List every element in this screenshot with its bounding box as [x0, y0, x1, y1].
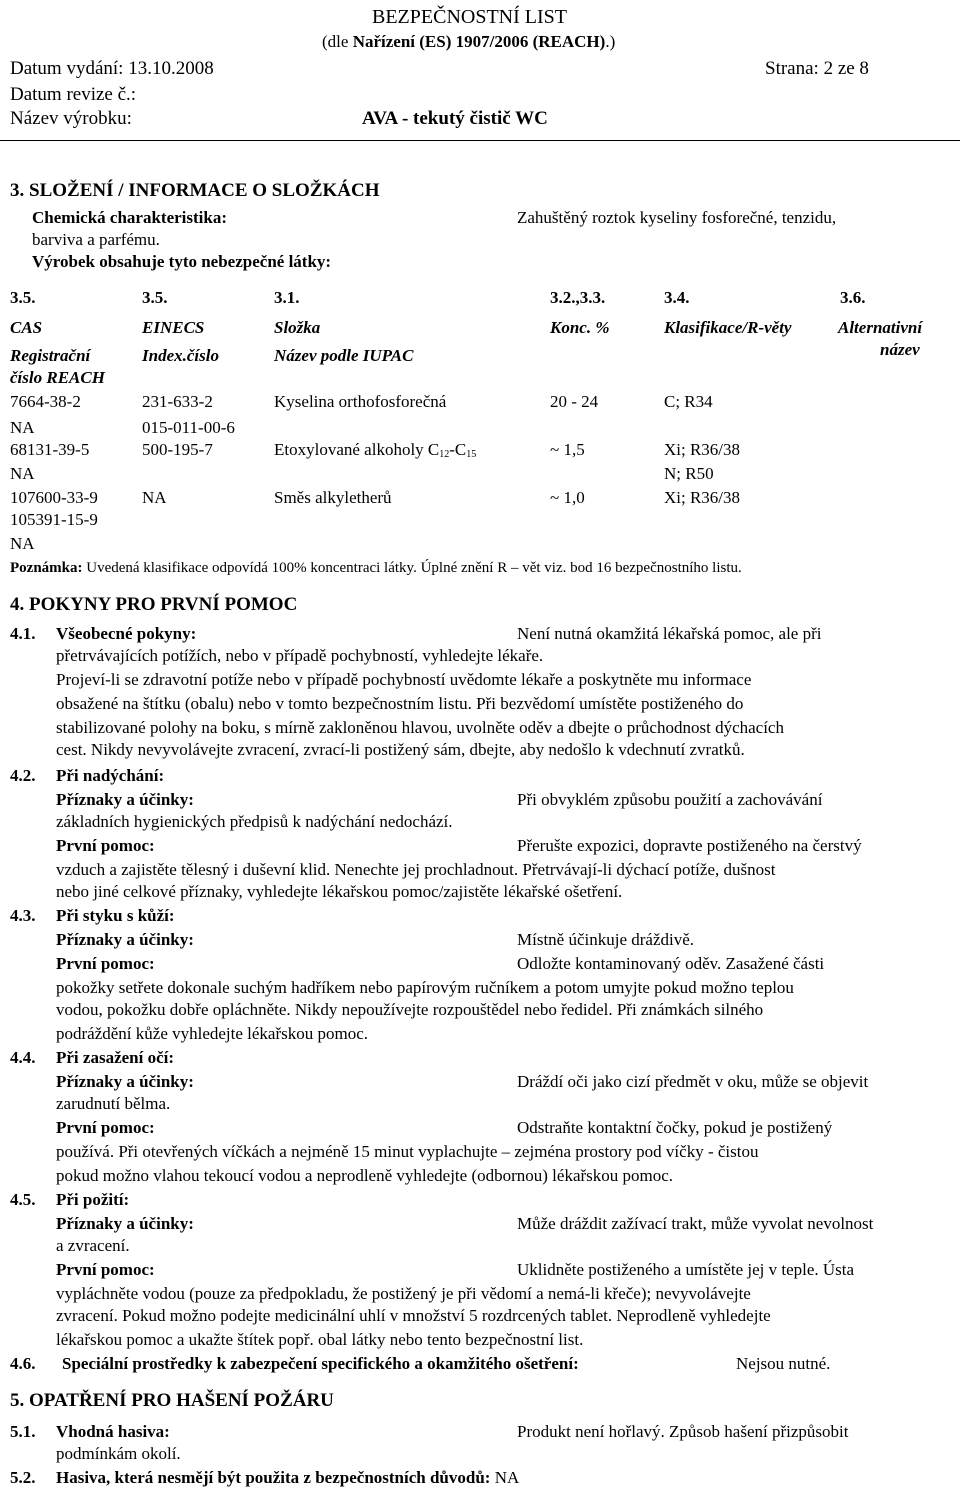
- first-aid-label: První pomoc:: [56, 1118, 155, 1137]
- column-header-component: Složka: [274, 318, 321, 337]
- row-classification-2: N; R50: [664, 464, 714, 483]
- special-means-value: Nejsou nutné.: [736, 1354, 831, 1373]
- text-line: a zvracení.: [56, 1236, 130, 1255]
- first-aid-label: První pomoc:: [56, 1260, 155, 1279]
- row-name-part: Etoxylované alkoholy C: [274, 440, 440, 459]
- row-cas-2: 105391-15-9: [10, 510, 98, 529]
- subsection-number: 4.4.: [10, 1048, 36, 1067]
- first-aid-label: První pomoc:: [56, 954, 155, 973]
- unsuitable-media-value: NA: [494, 1468, 520, 1487]
- subsection-number: 4.3.: [10, 906, 36, 925]
- issue-date: Datum vydání: 13.10.2008: [10, 58, 214, 79]
- column-header-registration: Registrační: [10, 346, 91, 365]
- column-header-einecs: EINECS: [142, 318, 205, 337]
- text-line: vzduch a zajistěte tělesný i duševní klid. Nenechte jej prochladnout. Přetrvávají-li dýchací potíže, dušnost: [56, 860, 776, 879]
- suitable-media-value: Produkt není hořlavý. Způsob hašení přizpůsobit: [517, 1422, 849, 1441]
- text-line: lékařskou pomoc a ukažte štítek popř. obal látky nebo tento bezpečnostní list.: [56, 1330, 584, 1349]
- note-label: Poznámka:: [10, 560, 83, 576]
- row-einecs: 500-195-7: [142, 440, 213, 459]
- row-name: Směs alkyletherů: [274, 488, 392, 507]
- unsuitable-media-line: [56, 1468, 519, 1488]
- header-divider: [0, 140, 960, 141]
- ingestion-symptoms-value: Může dráždit zažívací trakt, může vyvolat nevolnost: [517, 1214, 874, 1233]
- column-header-concentration: Konc. %: [550, 318, 610, 337]
- row-reach: NA: [10, 418, 35, 437]
- text-line: cest. Nikdy nevyvolávejte zvracení, zvrací-li postižený sám, dbejte, aby nedošlo k vdechnutí zvratků.: [56, 740, 745, 759]
- text-line: stabilizované polohy na boku, s mírně zakloněnou hlavou, uvolněte oděv a dbejte o průchodnost dýchacích: [56, 718, 784, 737]
- symptoms-label: Příznaky a účinky:: [56, 1072, 194, 1091]
- row-concentration: ~ 1,0: [550, 488, 585, 507]
- revision-date: Datum revize č.:: [10, 84, 137, 105]
- row-classification: C; R34: [664, 392, 713, 411]
- row-concentration: 20 - 24: [550, 392, 599, 411]
- product-name: AVA - tekutý čistič WC: [362, 108, 548, 129]
- subsection-number: 5.1.: [10, 1422, 36, 1441]
- column-header-classification: Klasifikace/R-věty: [664, 318, 792, 337]
- section-4-title: 4. POKYNY PRO PRVNÍ POMOC: [10, 594, 298, 615]
- column-ref: 3.5.: [142, 288, 168, 307]
- regulation-line: [322, 32, 615, 52]
- row-classification: Xi; R36/38: [664, 440, 741, 459]
- text-line: Projeví-li se zdravotní potíže nebo v případě pochybností uvědomte lékaře a poskytněte mu informace: [56, 670, 752, 689]
- hazardous-substances-label: Výrobek obsahuje tyto nebezpečné látky:: [32, 252, 332, 271]
- page-number: Strana: 2 ze 8: [765, 58, 869, 79]
- chemical-characteristic-value: Zahuštěný roztok kyseliny fosforečné, tenzidu,: [517, 208, 837, 227]
- table-note: [10, 558, 742, 578]
- column-header-cas: CAS: [10, 318, 43, 337]
- skin-contact-label: Při styku s kůží:: [56, 906, 175, 925]
- regulation-prefix: (dle: [322, 32, 353, 51]
- text-line: přetrvávajících potížích, nebo v případě pochybností, vyhledejte lékaře.: [56, 646, 544, 665]
- text-line: obsažené na štítku (obalu) nebo v tomto bezpečnostním listu. Při bezvědomí umístěte postiženého do: [56, 694, 744, 713]
- row-einecs: 231-633-2: [142, 392, 213, 411]
- row-reach: NA: [10, 534, 35, 553]
- text-line: zarudnutí bělma.: [56, 1094, 171, 1113]
- regulation-suffix: .): [605, 32, 616, 51]
- section-3-title: 3. SLOŽENÍ / INFORMACE O SLOŽKÁCH: [10, 180, 380, 201]
- column-header-alternative-2: název: [880, 340, 920, 359]
- text-line: pokožky setřete dokonale suchým hadříkem nebo papírovým ručníkem a potom umyjte pokud možno teplou: [56, 978, 794, 997]
- subsection-number: 4.1.: [10, 624, 36, 643]
- row-concentration: ~ 1,5: [550, 440, 585, 459]
- document-title: BEZPEČNOSTNÍ LIST: [372, 6, 567, 28]
- column-ref: 3.5.: [10, 288, 36, 307]
- column-header-index: Index.číslo: [142, 346, 219, 365]
- subsection-number: 4.2.: [10, 766, 36, 785]
- row-name: Kyselina orthofosforečná: [274, 392, 447, 411]
- symptoms-label: Příznaky a účinky:: [56, 930, 194, 949]
- regulation-name: Nařízení (ES) 1907/2006 (REACH): [352, 32, 606, 51]
- subsection-number: 5.2.: [10, 1468, 36, 1487]
- text-line: pokud možno vlahou tekoucí vodou a neprodleně vyhledejte (odbornou) lékařskou pomoc.: [56, 1166, 674, 1185]
- text-line: vodou, pokožku dobře opláchněte. Nikdy nepoužívejte rozpouštědel nebo ředidel. Při známkách silného: [56, 1000, 764, 1019]
- text-line: základních hygienických předpisů k nadýchání nedochází.: [56, 812, 453, 831]
- column-ref: 3.2.,3.3.: [550, 288, 606, 307]
- ingestion-first-aid-value: Uklidněte postiženého a umístěte jej v teple. Ústa: [517, 1260, 855, 1279]
- row-name: [274, 440, 476, 460]
- column-header-alternative: Alternativní: [838, 318, 923, 337]
- row-classification: Xi; R36/38: [664, 488, 741, 507]
- eye-contact-label: Při zasažení očí:: [56, 1048, 175, 1067]
- column-ref: 3.6.: [840, 288, 866, 307]
- eye-symptoms-value: Dráždí oči jako cizí předmět v oku, může se objevit: [517, 1072, 869, 1091]
- chemical-characteristic-label: Chemická charakteristika:: [32, 208, 228, 227]
- row-index: 015-011-00-6: [142, 418, 235, 437]
- column-header-iupac: Název podle IUPAC: [274, 346, 414, 365]
- column-header-reach: číslo REACH: [10, 368, 105, 387]
- chemical-characteristic-value-2: barviva a parfému.: [32, 230, 160, 249]
- text-line: zvracení. Pokud možno podejte medicinální uhlí v množství 5 rozdrcených tablet. Neprodleně vyhledejte: [56, 1306, 771, 1325]
- row-cas: 7664-38-2: [10, 392, 81, 411]
- product-label: Název výrobku:: [10, 108, 132, 129]
- skin-symptoms-value: Místně účinkuje dráždivě.: [517, 930, 695, 949]
- note-text: Uvedená klasifikace odpovídá 100% koncentraci látky. Úplné znění R – vět viz. bod 16 bezpečnostního listu.: [86, 560, 742, 576]
- row-name-subscript: 12: [439, 449, 450, 460]
- inhalation-first-aid-value: Přerušte expozici, dopravte postiženého na čerstvý: [517, 836, 862, 855]
- ingestion-label: Při požití:: [56, 1190, 130, 1209]
- row-name-subscript: 15: [466, 449, 477, 460]
- general-instructions-label: Všeobecné pokyny:: [56, 624, 197, 643]
- section-5-title: 5. OPATŘENÍ PRO HAŠENÍ POŽÁRU: [10, 1390, 334, 1411]
- unsuitable-media-label: Hasiva, která nesmějí být použita z bezpečnostních důvodů:: [56, 1468, 491, 1487]
- special-means-label: Speciální prostředky k zabezpečení specifického a okamžitého ošetření:: [62, 1354, 579, 1373]
- inhalation-label: Při nadýchání:: [56, 766, 165, 785]
- text-line: podmínkám okolí.: [56, 1444, 181, 1463]
- row-reach: NA: [10, 464, 35, 483]
- row-cas: 107600-33-9: [10, 488, 98, 507]
- eye-first-aid-value: Odstraňte kontaktní čočky, pokud je postižený: [517, 1118, 833, 1137]
- symptoms-label: Příznaky a účinky:: [56, 790, 194, 809]
- inhalation-symptoms-value: Při obvyklém způsobu použití a zachovávání: [517, 790, 823, 809]
- text-line: používá. Při otevřených víčkách a nejméně 15 minut vyplachujte – zejména prostory pod víčky - čistou: [56, 1142, 759, 1161]
- subsection-number: 4.6.: [10, 1354, 36, 1373]
- column-ref: 3.4.: [664, 288, 690, 307]
- first-aid-label: První pomoc:: [56, 836, 155, 855]
- symptoms-label: Příznaky a účinky:: [56, 1214, 194, 1233]
- text-line: podráždění kůže vyhledejte lékařskou pomoc.: [56, 1024, 369, 1043]
- text-line: nebo jiné celkové příznaky, vyhledejte lékařskou pomoc/zajistěte lékařské ošetření.: [56, 882, 623, 901]
- row-einecs: NA: [142, 488, 167, 507]
- row-name-part: -C: [449, 440, 467, 459]
- row-cas: 68131-39-5: [10, 440, 90, 459]
- skin-first-aid-value: Odložte kontaminovaný oděv. Zasažené části: [517, 954, 825, 973]
- text-line: vypláchněte vodou (pouze za předpokladu, že postižený je při vědomí a nemá-li křeče); nevyvolávejte: [56, 1284, 751, 1303]
- suitable-media-label: Vhodná hasiva:: [56, 1422, 170, 1441]
- general-instructions-value: Není nutná okamžitá lékařská pomoc, ale při: [517, 624, 822, 643]
- column-ref: 3.1.: [274, 288, 300, 307]
- subsection-number: 4.5.: [10, 1190, 36, 1209]
